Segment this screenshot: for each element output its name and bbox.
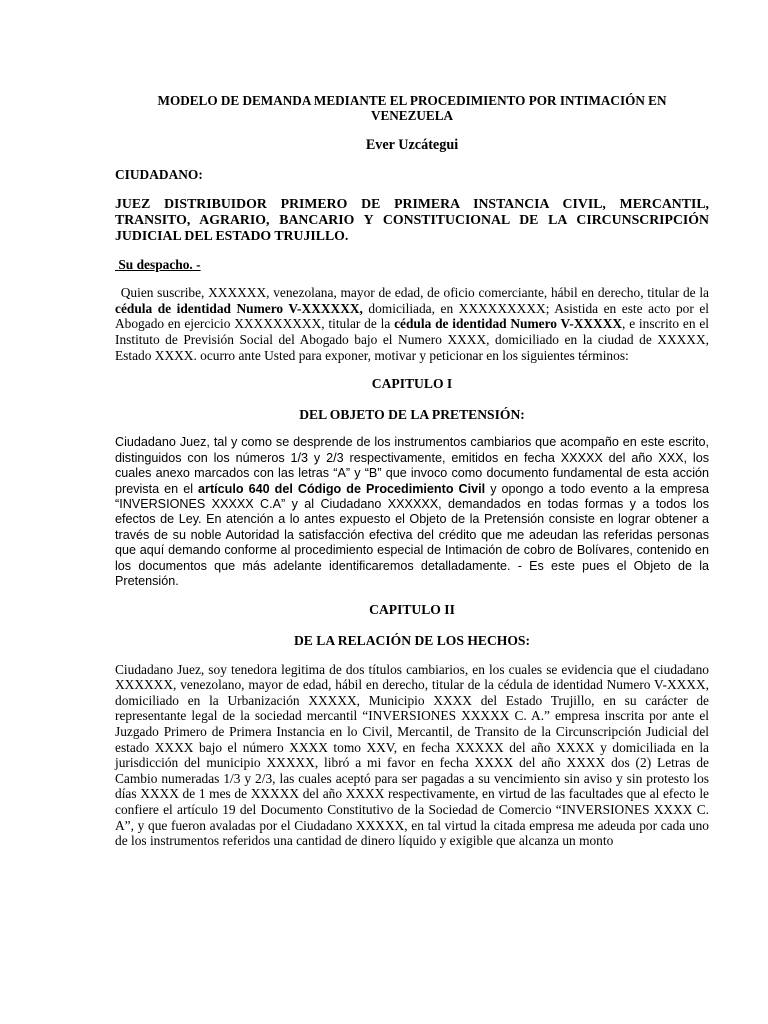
- intro-bold-1: cédula de identidad Numero V-XXXXXX,: [115, 300, 363, 316]
- document-author: Ever Uzcátegui: [365, 137, 459, 154]
- document-body: [115, 93, 709, 849]
- chapter-1-subheading: DEL OBJETO DE LA PRETENSIÓN:: [299, 406, 525, 422]
- chapter-2-heading: CAPITULO II: [369, 602, 455, 618]
- chapter-2-subheading: DE LA RELACIÓN DE LOS HECHOS:: [293, 633, 531, 648]
- salutation: CIUDADANO:: [115, 167, 203, 182]
- chapter-1-paragraph: [115, 435, 709, 589]
- despacho-text: Su despacho. -: [118, 256, 201, 272]
- intro-text-3: , e inscrito en el Instituto de Previsión Social del Abogado bajo el Numero XXXX, domiciliado en la ciudad de XXXXX, Estado XXXX. ocurro ante Usted para exponer, motivar y peticionar en los siguientes términos:: [115, 316, 709, 363]
- chapter-1-bold-1: artículo 640 del Código de Procedimiento Civil: [198, 481, 486, 496]
- despacho-line: [115, 257, 709, 273]
- intro-text-2: domiciliada, en XXXXXXXXX; Asistida en este acto por el Abogado en ejercicio XXXXXXXXX, titular de la: [115, 300, 709, 332]
- chapter-2-paragraph: Ciudadano Juez, soy tenedora legitima de dos títulos cambiarios, en los cuales se evidencia que el ciudadano XXXXXX, venezolano, mayor de edad, hábil en derecho, titular de la cédula de identidad Numero V-XXXX, domiciliado en la Urbanización XXXXX, Municipio XXXX del Estado Trujillo, en su carácter de representante legal de la sociedad mercantil “INVERSIONES XXXXX C. A.” empresa inscrita por ante el Juzgado Primero de Primera Instancia en lo Civil, Mercantil, de Transito de la Circunscripción Judicial del estado XXXX bajo el número XXXX tomo XXV, en fecha XXXXX del año XXXX y domiciliada en la jurisdicción del municipio XXXXX, libró a mi favor en fecha XXXX del año XXXX dos (2) Letras de Cambio numeradas 1/3 y 2/3, las cuales aceptó para ser pagadas a su vencimiento sin aviso y sin protesto los días XXXX de 1 mes de XXXXX del año XXXX respectivamente, en virtud de las facultades que al efecto le confiere el artículo 19 del Documento Constitutivo de la Sociedad de Comercio “INVERSIONES XXXX C. A”, y que fueron avaladas por el Ciudadano XXXXX, en tal virtud la citada empresa me adeuda por cada uno de los instrumentos referidos una cantidad de dinero líquido y exigible que alcanza un monto: [115, 661, 709, 849]
- chapter-1-heading: CAPITULO I: [371, 376, 453, 392]
- chapter-1-text-1: Ciudadano Juez, tal y como se desprende de los instrumentos cambiarios que acompaño en este escrito, distinguidos con los números 1/3 y 2/3 respectivamente, emitidos en fecha XXXXX del año XXX, los cuales anexo marcados con las letras “A” y “B” que invoco como documento fundamental de esta acción prevista en el: [115, 435, 709, 496]
- addressee: JUEZ DISTRIBUIDOR PRIMERO DE PRIMERA INSTANCIA CIVIL, MERCANTIL, TRANSITO, AGRARIO, BANCARIO Y CONSTITUCIONAL DE LA CIRCUNSCRIPCIÓN JUDICIAL DEL ESTADO TRUJILLO.: [115, 195, 709, 243]
- chapter-1-text-2: y opongo a todo evento a la empresa “INVERSIONES XXXXX C.A” y al Ciudadano XXXXXX, demandados en todas formas y a todos los efectos de Ley. En atención a lo antes expuesto el Objeto de la Pretensión consiste en lograr obtener a través de su noble Autoridad la satisfacción efectiva del crédito que me adeudan las referidas personas que aquí demando conforme al procedimiento especial de Intimación de cobro de Bolívares, contenido en los documentos que más adelante identificaremos detalladamente. - Es este pues el Objeto de la Pretensión.: [115, 481, 709, 588]
- intro-text-1: Quien suscribe, XXXXXX, venezolana, mayor de edad, de oficio comerciante, hábil en derecho, titular de la: [120, 285, 709, 301]
- intro-bold-2: cédula de identidad Numero V-XXXXX: [394, 316, 623, 332]
- document-title: MODELO DE DEMANDA MEDIANTE EL PROCEDIMIENTO POR INTIMACIÓN EN VENEZUELA: [157, 93, 667, 124]
- intro-paragraph: [115, 285, 709, 363]
